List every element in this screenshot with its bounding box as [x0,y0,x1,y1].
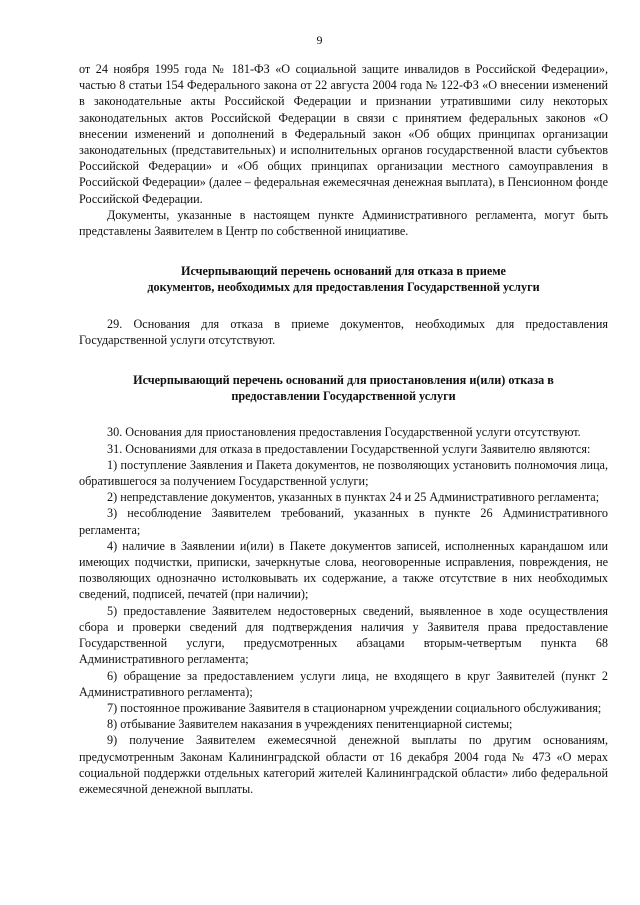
section1-heading [79,263,608,295]
section1-heading-line1: Исчерпывающий перечень оснований для отказа в приеме [181,264,506,279]
list-item-6: 6) обращение за предоставлением услуги лица, не входящего в круг Заявителей (пункт 2 Административного регламента); [79,668,608,699]
list-item-4: 4) наличие в Заявлении и(или) в Пакете документов записей, исполненных карандашом или имеющих подчистки, приписки, зачеркнутые слова, неоговоренные исправления, повреждения, не позволяющих однозначно истолковывать их содержание, а также отсутствие в них необходимых сведений, подписей, печатей (при наличии); [79,538,608,602]
section1-heading-line2: документов, необходимых для предоставления Государственной услуги [147,280,540,295]
paragraph-30: 30. Основания для приостановления предоставления Государственной услуги отсутствуют. [107,425,581,440]
section2-heading-line1: Исчерпывающий перечень оснований для приостановления и(или) отказа в [133,373,554,388]
list-item-1: 1) поступление Заявления и Пакета документов, не позволяющих установить полномочия лица, обратившегося за получением Государственной услуги; [79,457,608,489]
spacer [79,239,608,263]
list-item-3: 3) несоблюдение Заявителем требований, указанных в пункте 26 Административного регламента; [79,506,608,537]
spacer [79,296,608,316]
paragraph-29: 29. Основания для отказа в приеме документов, необходимых для предоставления Государственной услуги отсутствуют. [79,316,608,347]
spacer [79,348,608,372]
list-item-8: 8) отбывание Заявителем наказания в учреждениях пенитенциарной системы; [107,717,513,732]
list-item-7: 7) постоянное проживание Заявителя в стационарном учреждении социального обслуживания; [107,700,602,715]
page-number: 9 [316,33,323,47]
intro-paragraph: от 24 ноября 1995 года № 181-ФЗ «О социальной защите инвалидов в Российской Федерации», частью 8 статьи 154 Федерального закона от 22 августа 2004 года № 122-ФЗ «О внесении изменений в законодательные акты Российской Федерации и признании утратившими силу некоторых законодательных актов Российской Федерации в связи с принятием федеральных законов «О внесении изменений и дополнений в Федеральный закон «Об общих принципах организации законодательных (представительных) и исполнительных органов государственной власти субъектов Российской Федерации» и «Об общих принципах организации местного самоуправления в Российской Федерации» (далее – федеральная ежемесячная денежная выплата), в Пенсионном фонде Российской Федерации. [79,62,608,206]
list-item-2: 2) непредставление документов, указанных в пунктах 24 и 25 Административного регламента; [107,490,600,505]
section2-heading-line2: предоставлении Государственной услуги [231,389,456,404]
spacer [79,404,608,424]
documents-note-paragraph: Документы, указанные в настоящем пункте Административного регламента, могут быть представлены Заявителем в Центр по собственной инициативе. [79,207,608,239]
list-item-9: 9) получение Заявителем ежемесячной денежной выплаты по другим основаниям, предусмотренным Законам Калининградской области от 16 декабря 2004 года № 473 «О мерах социальной поддержки отдельных категорий жителей Калининградской области» либо федеральной ежемесячной денежной выплаты. [79,733,608,796]
section2-heading [79,372,608,404]
paragraph-31: 31. Основаниями для отказа в предоставлении Государственной услуги Заявителю являются: [107,441,591,456]
list-item-5: 5) предоставление Заявителем недостоверных сведений, выявленное в ходе осуществления сбора и проверки сведений для подтверждения наличия у Заявителя права предоставление Государственной услуги, предусмотренных абзацами вторым-четвертым пункта 68 Административного регламента; [79,603,608,667]
